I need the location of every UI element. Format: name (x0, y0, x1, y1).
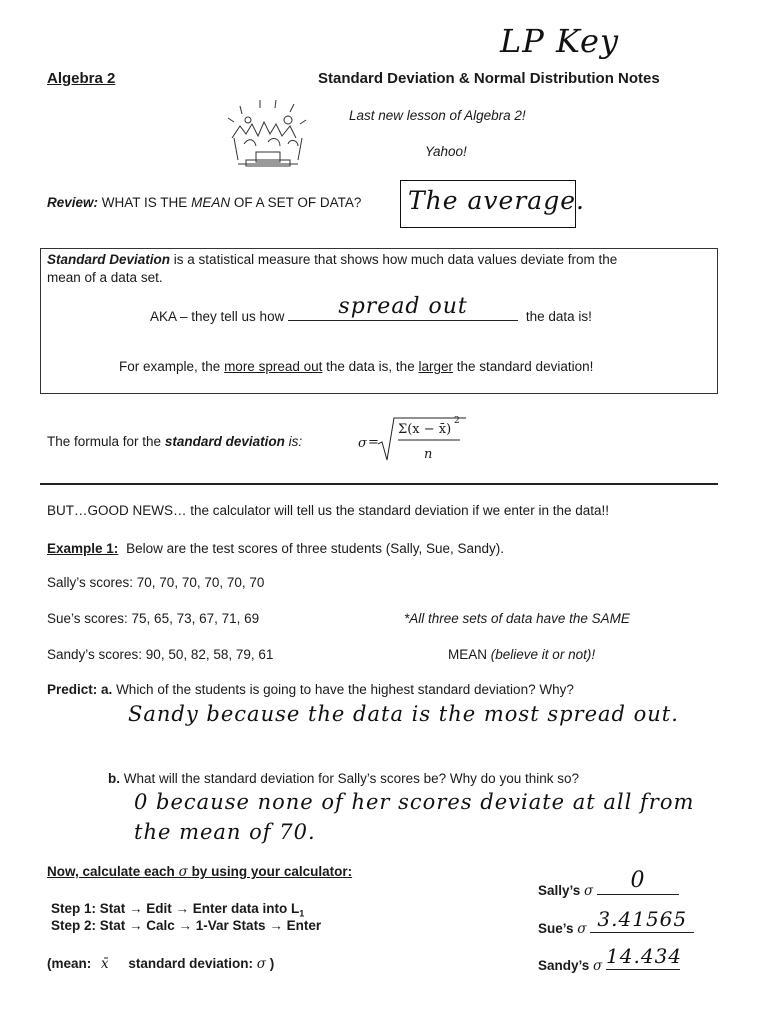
good-news: BUT…GOOD NEWS… the calculator will tell us the standard deviation if we enter in the data!! (47, 503, 609, 518)
sue-sigma-value: 3.41565 (597, 907, 688, 931)
page-title: Standard Deviation & Normal Distribution Notes (318, 70, 660, 87)
same-mean-note: *All three sets of data have the SAME (404, 611, 630, 626)
predict-a-question: Predict: a. Which of the students is going to have the highest standard deviation? Why? (47, 682, 574, 697)
predict-a-answer: Sandy because the data is the most spread out. (128, 702, 679, 726)
predict-b-question: b. What will the standard deviation for Sally’s scores be? Why do you think so? (108, 771, 579, 786)
subtitle-yahoo: Yahoo! (425, 144, 467, 159)
sandy-sigma-blank (606, 944, 683, 970)
sally-scores: Sally’s scores: 70, 70, 70, 70, 70, 70 (47, 575, 265, 590)
step-2: Step 2: Stat → Calc → 1-Var Stats → Enter (51, 918, 322, 933)
sally-sigma-row: Sally’s σ 0 (538, 880, 679, 899)
review-question: Review: WHAT IS THE MEAN OF A SET OF DATA? (47, 195, 362, 210)
definition-line1: Standard Deviation is a statistical measure that shows how much data values deviate from the (47, 252, 618, 267)
mean-sd-legend: (mean: x̄ standard deviation: σ ) (47, 956, 275, 972)
review-answer: The average. (408, 186, 585, 215)
sandy-sigma-value: 14.434 (606, 944, 683, 968)
example1-intro: Example 1: Below are the test scores of three students (Sally, Sue, Sandy). (47, 541, 505, 556)
celebration-clipart (218, 98, 318, 170)
same-mean-note-2: MEAN (believe it or not)! (448, 647, 596, 662)
handwritten-key: LP Key (500, 22, 620, 60)
predict-b-answer-1: 0 because none of her scores deviate at all from (134, 790, 695, 814)
sue-sigma-row: Sue’s σ 3.41565 (538, 918, 694, 937)
sally-sigma-blank (597, 868, 679, 895)
predict-b-answer-2: the mean of 70. (134, 820, 316, 844)
step-1: Step 1: Stat → Edit → Enter data into $L_1$ (51, 901, 305, 919)
calculate-heading: Now, calculate each σ by using your calculator: (47, 864, 353, 880)
sally-sigma-value: 0 (630, 868, 646, 893)
definition-line2: mean of a data set. (47, 270, 163, 285)
sue-scores: Sue’s scores: 75, 65, 73, 67, 71, 69 (47, 611, 260, 626)
sandy-scores: Sandy’s scores: 90, 50, 82, 58, 79, 61 (47, 647, 274, 662)
aka-line: AKA – they tell us how spread out the data is! (150, 294, 592, 324)
example-sentence: For example, the more spread out the data is, the larger the standard deviation! (119, 359, 594, 374)
course-title: Algebra 2 (47, 70, 116, 87)
subtitle-last-lesson: Last new lesson of Algebra 2! (349, 108, 526, 123)
sandy-sigma-row: Sandy’s σ 14.434 (538, 944, 683, 974)
aka-blank (288, 294, 518, 321)
aka-answer: spread out (338, 294, 468, 319)
formula-intro: The formula for the standard deviation is: (47, 434, 303, 449)
section-divider (40, 483, 718, 485)
